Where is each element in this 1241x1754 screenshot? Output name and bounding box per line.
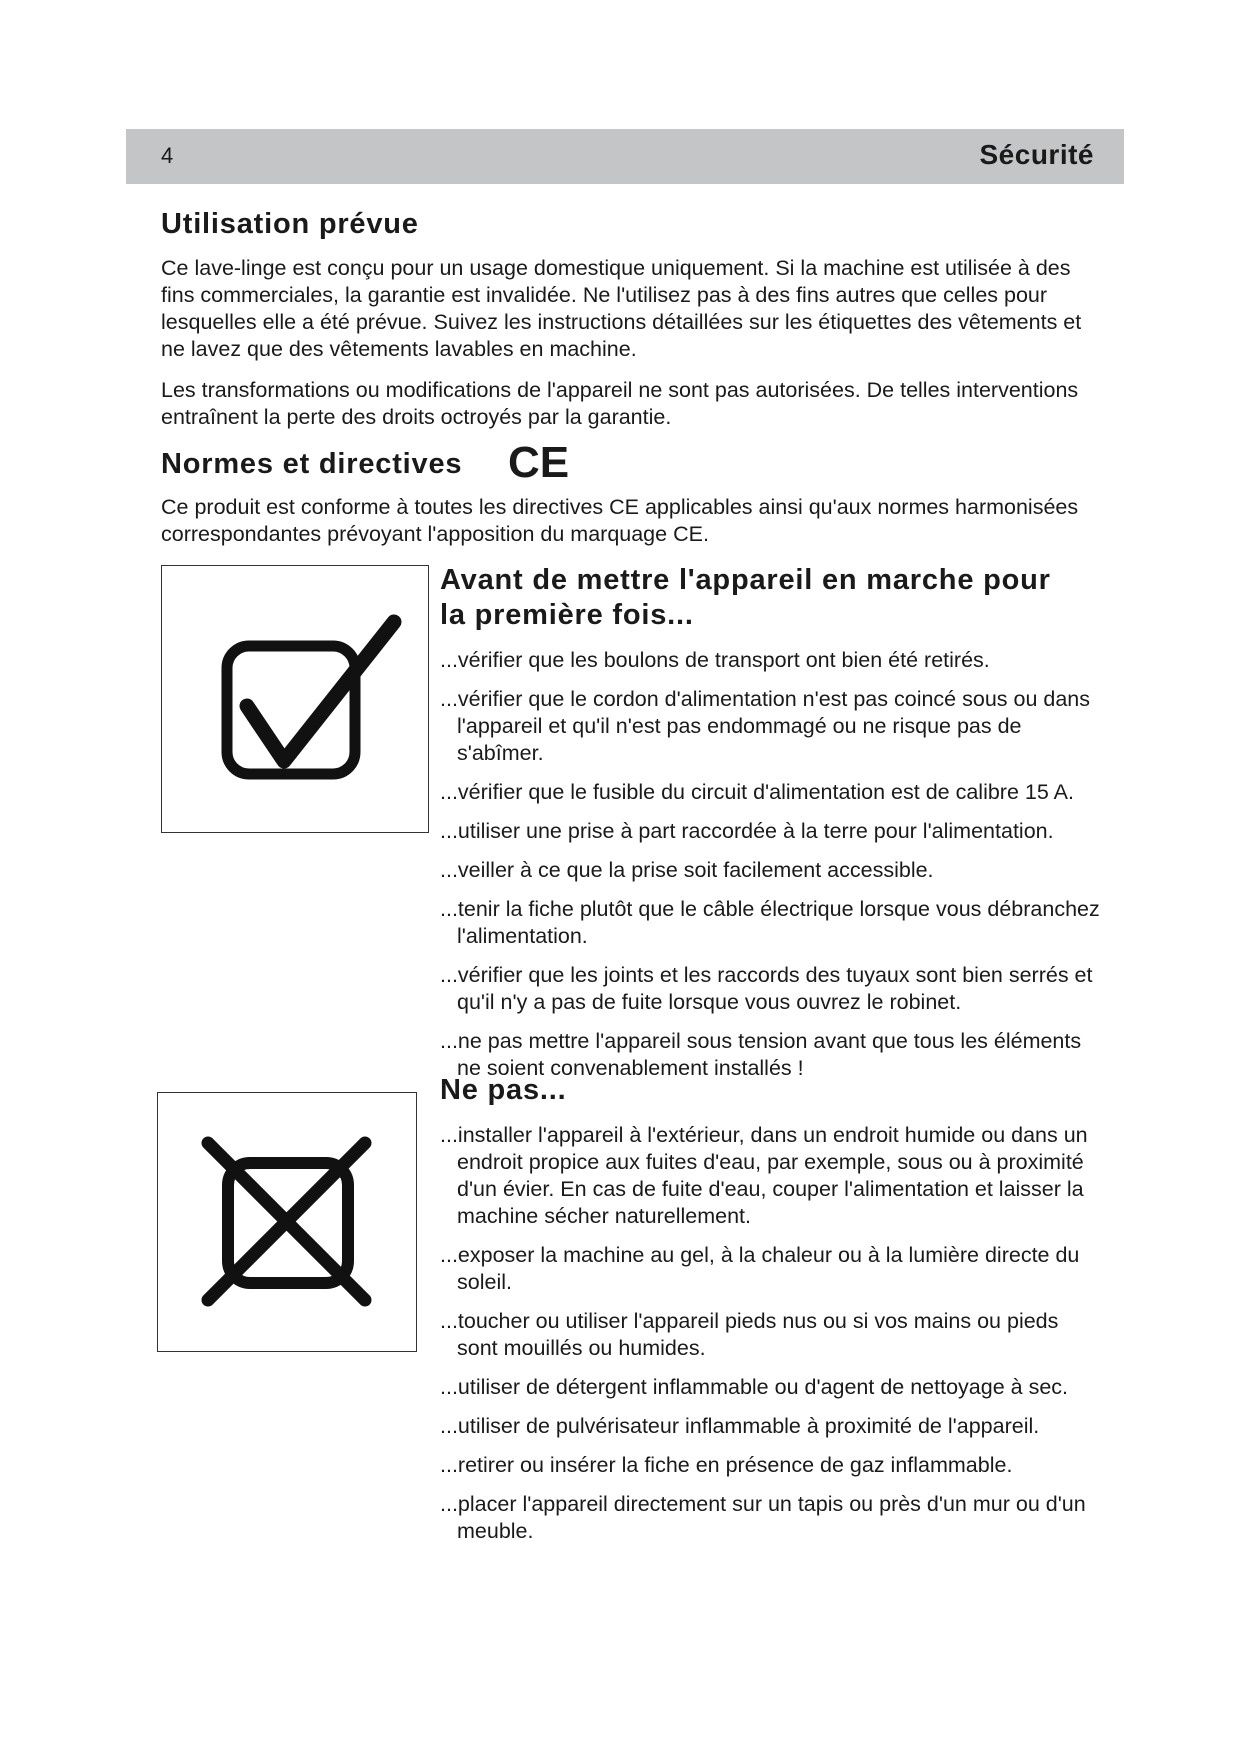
list-item: ...utiliser une prise à part raccordée à la terre pour l'alimentation. [440,819,1054,843]
standards-heading: Normes et directives [161,448,463,480]
list-item: ...vérifier que le cordon d'alimentation n'est pas coincé sous ou dans l'appareil et qu'il n'est pas endommagé ou ne risque pas de s'abîmer. [440,687,1091,765]
intended-use-heading: Utilisation prévue [161,208,419,240]
list-item: ...toucher ou utiliser l'appareil pieds nus ou si vos mains ou pieds sont mouillés ou humides. [440,1309,1059,1360]
do-not-list [440,1122,1100,1545]
page-number: 4 [161,143,174,168]
page-header-bar [126,129,1124,184]
standards-paragraph: Ce produit est conforme à toutes les directives CE applicables ainsi qu'aux normes harmonisées correspondantes prévoyant l'apposition du marquage CE. [161,495,1079,546]
cross-box-icon [157,1092,417,1352]
list-item: ...exposer la machine au gel, à la chaleur ou à la lumière directe du soleil. [440,1243,1080,1294]
list-item: ...vérifier que le fusible du circuit d'alimentation est de calibre 15 A. [440,780,1074,804]
list-item: ...utiliser de pulvérisateur inflammable à proximité de l'appareil. [440,1414,1040,1438]
list-item: ...vérifier que les boulons de transport ont bien été retirés. [440,648,990,672]
checkmark-box-icon [161,565,429,833]
before-start-list [440,647,1100,1082]
list-item: ...placer l'appareil directement sur un tapis ou près d'un mur ou d'un meuble. [440,1492,1086,1543]
list-item: ...retirer ou insérer la fiche en présence de gaz inflammable. [440,1453,1013,1477]
list-item: ...ne pas mettre l'appareil sous tension avant que tous les éléments ne soient convenablement installés ! [440,1029,1082,1080]
intended-use-paragraph-1: Ce lave-linge est conçu pour un usage domestique uniquement. Si la machine est utilisée à des fins commerciales, la garantie est invalidée. Ne l'utilisez pas à des fins autres que celles pour lesquelles elle a été prévue. Suivez les instructions détaillées sur les étiquettes des vêtements et ne lavez que des vêtements lavables en machine. [161,256,1082,361]
list-item: ...vérifier que les joints et les raccords des tuyaux sont bien serrés et qu'il n'y a pas de fuite lorsque vous ouvrez le robinet. [440,963,1093,1014]
list-item: ...installer l'appareil à l'extérieur, dans un endroit humide ou dans un endroit propice aux fuites d'eau, par exemple, sous ou à proximité d'un évier. En cas de fuite d'eau, couper l'alimentation et laisser la machine sécher naturellement. [440,1123,1088,1228]
do-not-heading: Ne pas... [440,1074,567,1106]
ce-mark: CE [508,438,570,487]
intended-use-paragraph-2: Les transformations ou modifications de l'appareil ne sont pas autorisées. De telles interventions entraînent la perte des droits octroyés par la garantie. [161,378,1079,429]
section-title: Sécurité [979,139,1094,170]
list-item: ...tenir la fiche plutôt que le câble électrique lorsque vous débranchez l'alimentation. [440,897,1100,948]
list-item: ...utiliser de détergent inflammable ou d'agent de nettoyage à sec. [440,1375,1069,1399]
before-start-heading: Avant de mettre l'appareil en marche pour la première fois... [440,564,1051,631]
list-item: ...veiller à ce que la prise soit facilement accessible. [440,858,934,882]
